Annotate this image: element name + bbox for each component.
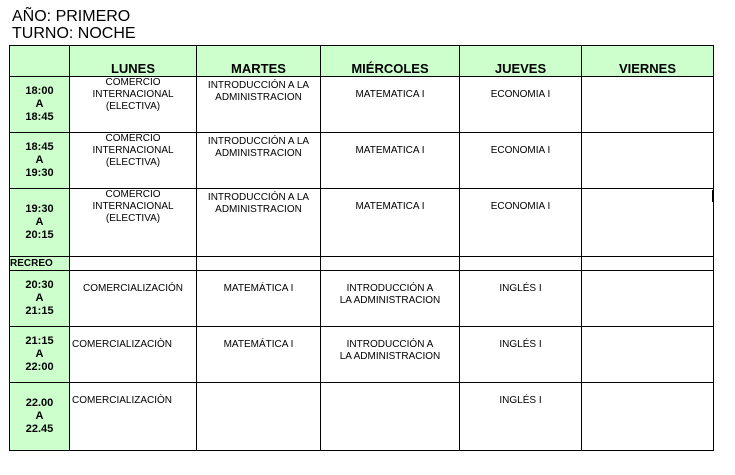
class-cell: COMERCIO INTERNACIONAL (ELECTIVA) — [92, 189, 174, 224]
class-cell: INTRODUCCIÓN A LA ADMINISTRACION — [207, 80, 310, 103]
break-row — [10, 257, 714, 271]
class-cell: ECONOMIA I — [490, 89, 551, 100]
class-cell: COMERCIALIZACIÓN — [82, 283, 183, 294]
day-header-viernes: VIERNES — [582, 46, 714, 77]
table-row — [10, 383, 714, 451]
class-cell: COMERCIO INTERNACIONAL (ELECTIVA) — [92, 133, 174, 168]
class-cell: ECONOMIA I — [490, 145, 551, 156]
schedule-table — [9, 45, 714, 451]
table-row — [10, 133, 714, 189]
class-cell: MATEMATICA I — [355, 145, 425, 156]
text-cursor — [712, 190, 714, 202]
class-cell: MATEMÁTICA I — [223, 283, 294, 294]
corner-cell — [10, 46, 70, 77]
day-header-miercoles: MIÉRCOLES — [321, 46, 460, 77]
class-cell: INGLÉS I — [499, 339, 542, 350]
class-cell: COMERCIALIZACIÒN — [72, 395, 173, 406]
class-cell: MATEMATICA I — [355, 89, 425, 100]
table-row — [10, 271, 714, 327]
time-slot: 18:00 A 18:45 — [10, 77, 70, 133]
time-slot: 20:30 A 21:15 — [10, 271, 70, 327]
class-cell: INTRODUCCIÓN A LA ADMINISTRACION — [339, 339, 441, 362]
time-slot: 19:30 A 20:15 — [10, 189, 70, 257]
table-row — [10, 189, 714, 257]
table-row — [10, 77, 714, 133]
day-header-jueves: JUEVES — [460, 46, 582, 77]
class-cell: MATEMÁTICA I — [223, 339, 294, 350]
time-slot: 18:45 A 19:30 — [10, 133, 70, 189]
day-header-lunes: LUNES — [70, 46, 197, 77]
class-cell: COMERCIO INTERNACIONAL (ELECTIVA) — [92, 77, 174, 112]
break-label: RECREO — [10, 257, 70, 271]
class-cell: MATEMATICA I — [355, 201, 425, 212]
class-cell: INGLÉS I — [499, 395, 542, 406]
table-row — [10, 327, 714, 383]
time-slot: 21:15 A 22:00 — [10, 327, 70, 383]
class-cell: INTRODUCCIÓN A LA ADMINISTRACION — [207, 192, 310, 215]
class-cell: COMERCIALIZACIÒN — [72, 339, 173, 350]
class-cell: ECONOMIA I — [490, 201, 551, 212]
shift-heading: TURNO: NOCHE — [12, 25, 136, 42]
class-cell: INTRODUCCIÓN A LA ADMINISTRACION — [339, 283, 441, 306]
time-slot: 22.00 A 22.45 — [10, 383, 70, 451]
day-header-martes: MARTES — [197, 46, 321, 77]
class-cell: INGLÉS I — [499, 283, 542, 294]
year-heading: AÑO: PRIMERO — [12, 8, 131, 25]
class-cell: INTRODUCCIÓN A LA ADMINISTRACION — [207, 136, 310, 159]
